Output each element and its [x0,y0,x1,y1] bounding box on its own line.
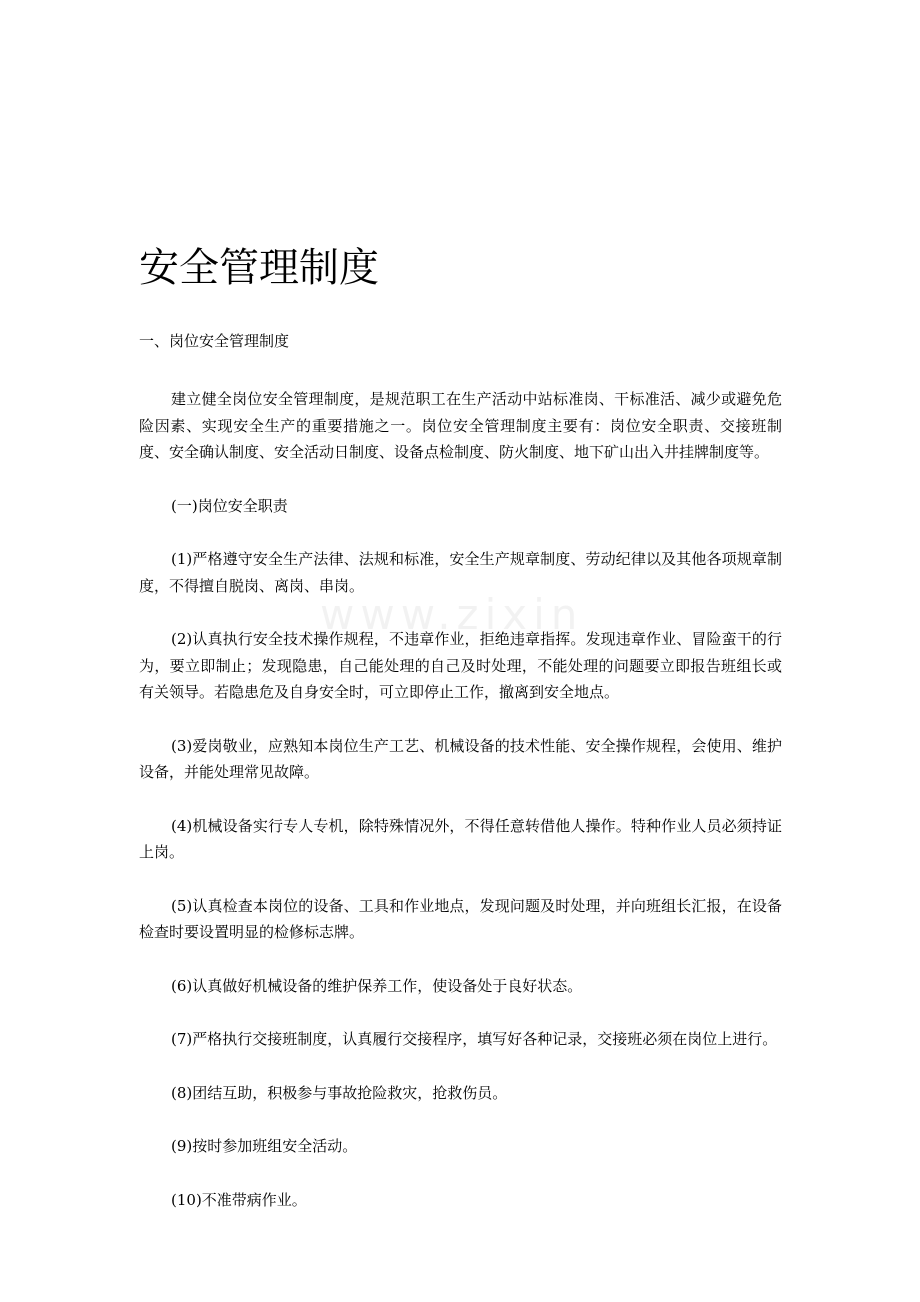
duty-item-5: (5)认真检查本岗位的设备、工具和作业地点，发现问题及时处理，并向班组长汇报，在设备检查时要设置明显的检修标志牌。 [139,896,782,941]
watermark: www.zixin [320,590,584,639]
duty-item-8: (8)团结互助，积极参与事故抢险救灾，抢救伤员。 [171,1083,508,1102]
duty-item-4: (4)机械设备实行专人专机，除特殊情况外，不得任意转借他人操作。特种作业人员必须持证上岗。 [139,816,782,861]
subsection-heading: (一)岗位安全职责 [171,496,288,515]
section-heading: 一、岗位安全管理制度 [139,332,290,350]
duty-item-2: (2)认真执行安全技术操作规程，不违章作业，拒绝违章指挥。发现违章作业、冒险蛮干的行为，要立即制止；发现隐患，自己能处理的自己及时处理，不能处理的问题要立即报告班组长或有关领导。若隐患危及自身安全时，可立即停止工作，撤离到安全地点。 [139,630,782,701]
duty-item-3: (3)爱岗敬业，应熟知本岗位生产工艺、机械设备的技术性能、安全操作规程，会使用、维护设备，并能处理常见故障。 [139,736,782,781]
duty-item-1: (1)严格遵守安全生产法律、法规和标准，安全生产规章制度、劳动纪律以及其他各项规章制度，不得擅自脱岗、离岗、串岗。 [139,550,782,595]
document-body [139,328,782,1240]
document-title: 安全管理制度 [139,245,379,291]
duty-item-9: (9)按时参加班组安全活动。 [171,1137,358,1155]
intro-paragraph: 建立健全岗位安全管理制度，是规范职工在生产活动中站标准岗、干标准活、减少或避免危险因素、实现安全生产的重要措施之一。岗位安全管理制度主要有：岗位安全职责、交接班制度、安全确认制度、安全活动日制度、设备点检制度、防火制度、地下矿山出入井挂牌制度等。 [139,390,782,461]
duty-item-7: (7)严格执行交接班制度，认真履行交接程序，填写好各种记录，交接班必须在岗位上进行。 [171,1030,778,1048]
duty-item-6: (6)认真做好机械设备的维护保养工作，使设备处于良好状态。 [171,976,583,995]
duty-item-10: (10)不准带病作业。 [171,1190,307,1209]
